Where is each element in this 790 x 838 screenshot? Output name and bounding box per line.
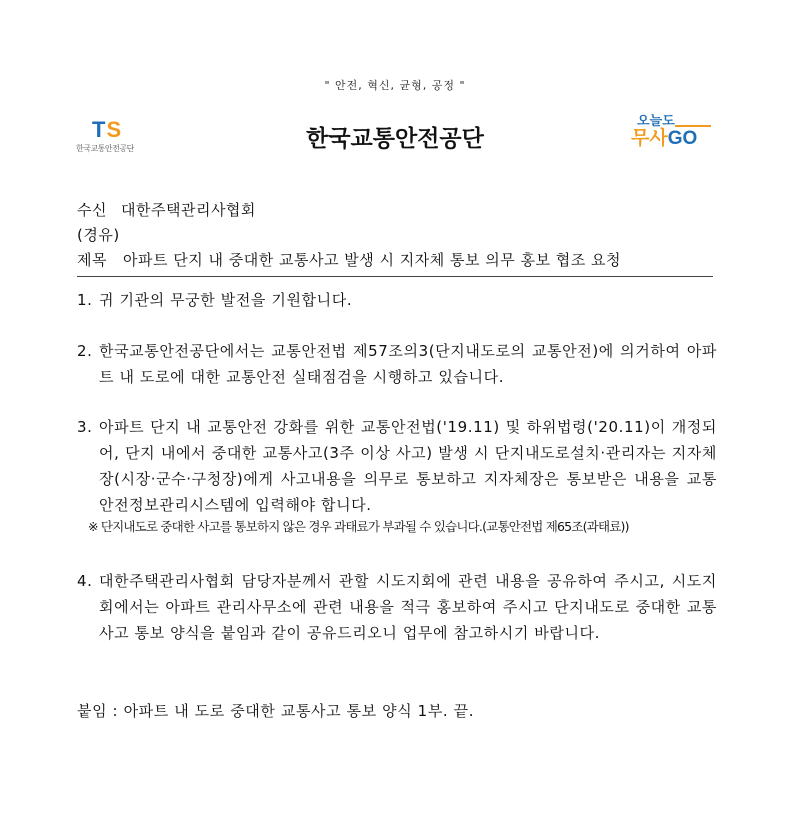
via-line bbox=[77, 224, 120, 245]
subject-line bbox=[77, 249, 713, 277]
safe-go-logo-line bbox=[675, 125, 711, 127]
paragraph-text: 대한주택관리사협회 담당자분께서 관할 시도지회에 관련 내용을 공유하여 주시고, 시도지회에서는 아파트 관리사무소에 관련 내용을 적극 홍보하여 주시고 단지내도로 중대한 교통사고 통보 양식을 붙임과 같이 공유드리오니 업무에 참고하시기 바랍니다. bbox=[99, 572, 717, 642]
subject-label: 제목 bbox=[77, 251, 107, 269]
paragraph-number: 4. bbox=[77, 572, 93, 590]
safe-go-logo-top: 오늘도 bbox=[637, 114, 675, 129]
paragraph-number: 2. bbox=[77, 342, 93, 360]
safe-go-logo bbox=[631, 115, 721, 149]
recipient-value: 대한주택관리사협회 bbox=[121, 201, 256, 219]
paragraph-text: 아파트 단지 내 교통안전 강화를 위한 교통안전법('19.11) 및 하위법령('20.11)이 개정되어, 단지 내에서 중대한 교통사고(3주 이상 사고) 발생 시 단지내도로설치·관리자는 지자체장(시장·군수·구청장)에게 사고내용을 의무로 통보하고 지자체장은 통보받은 내용을 교통안전정보관리시스템에 입력해야 합니다. bbox=[99, 418, 717, 514]
via-label: (경유) bbox=[77, 226, 120, 244]
paragraph-2 bbox=[77, 338, 717, 390]
safe-go-logo-bottom: 무사GO bbox=[631, 128, 698, 149]
paragraph-4 bbox=[77, 568, 717, 646]
attachment-line: 붙임 : 아파트 내 도로 중대한 교통사고 통보 양식 1부. 끝. bbox=[77, 702, 475, 720]
penalty-note: ※ 단지내도로 중대한 사고를 통보하지 않은 경우 과태료가 부과될 수 있습니다.(교통안전법 제65조(과태료)) bbox=[88, 519, 629, 534]
paragraph-3 bbox=[77, 414, 717, 518]
subject-value: 아파트 단지 내 중대한 교통사고 발생 시 지자체 통보 의무 홍보 협조 요청 bbox=[123, 251, 621, 269]
paragraph-number: 3. bbox=[77, 418, 93, 436]
paragraph-number: 1. bbox=[77, 291, 93, 309]
recipient-line bbox=[77, 199, 256, 220]
paragraph-1 bbox=[77, 287, 717, 313]
paragraph-text: 귀 기관의 무궁한 발전을 기원합니다. bbox=[99, 291, 353, 309]
recipient-label: 수신 bbox=[77, 201, 107, 219]
ts-logo-name: 한국교통안전공단 bbox=[76, 144, 134, 153]
paragraph-text: 한국교통안전공단에서는 교통안전법 제57조의3(단지내도로의 교통안전)에 의거하여 아파트 내 도로에 대한 교통안전 실태점검을 시행하고 있습니다. bbox=[99, 342, 717, 386]
motto: " 안전, 혁신, 균형, 공정 " bbox=[324, 79, 466, 92]
ts-logo-mark: TS bbox=[92, 117, 123, 142]
org-title: 한국교통안전공단 bbox=[306, 126, 484, 152]
